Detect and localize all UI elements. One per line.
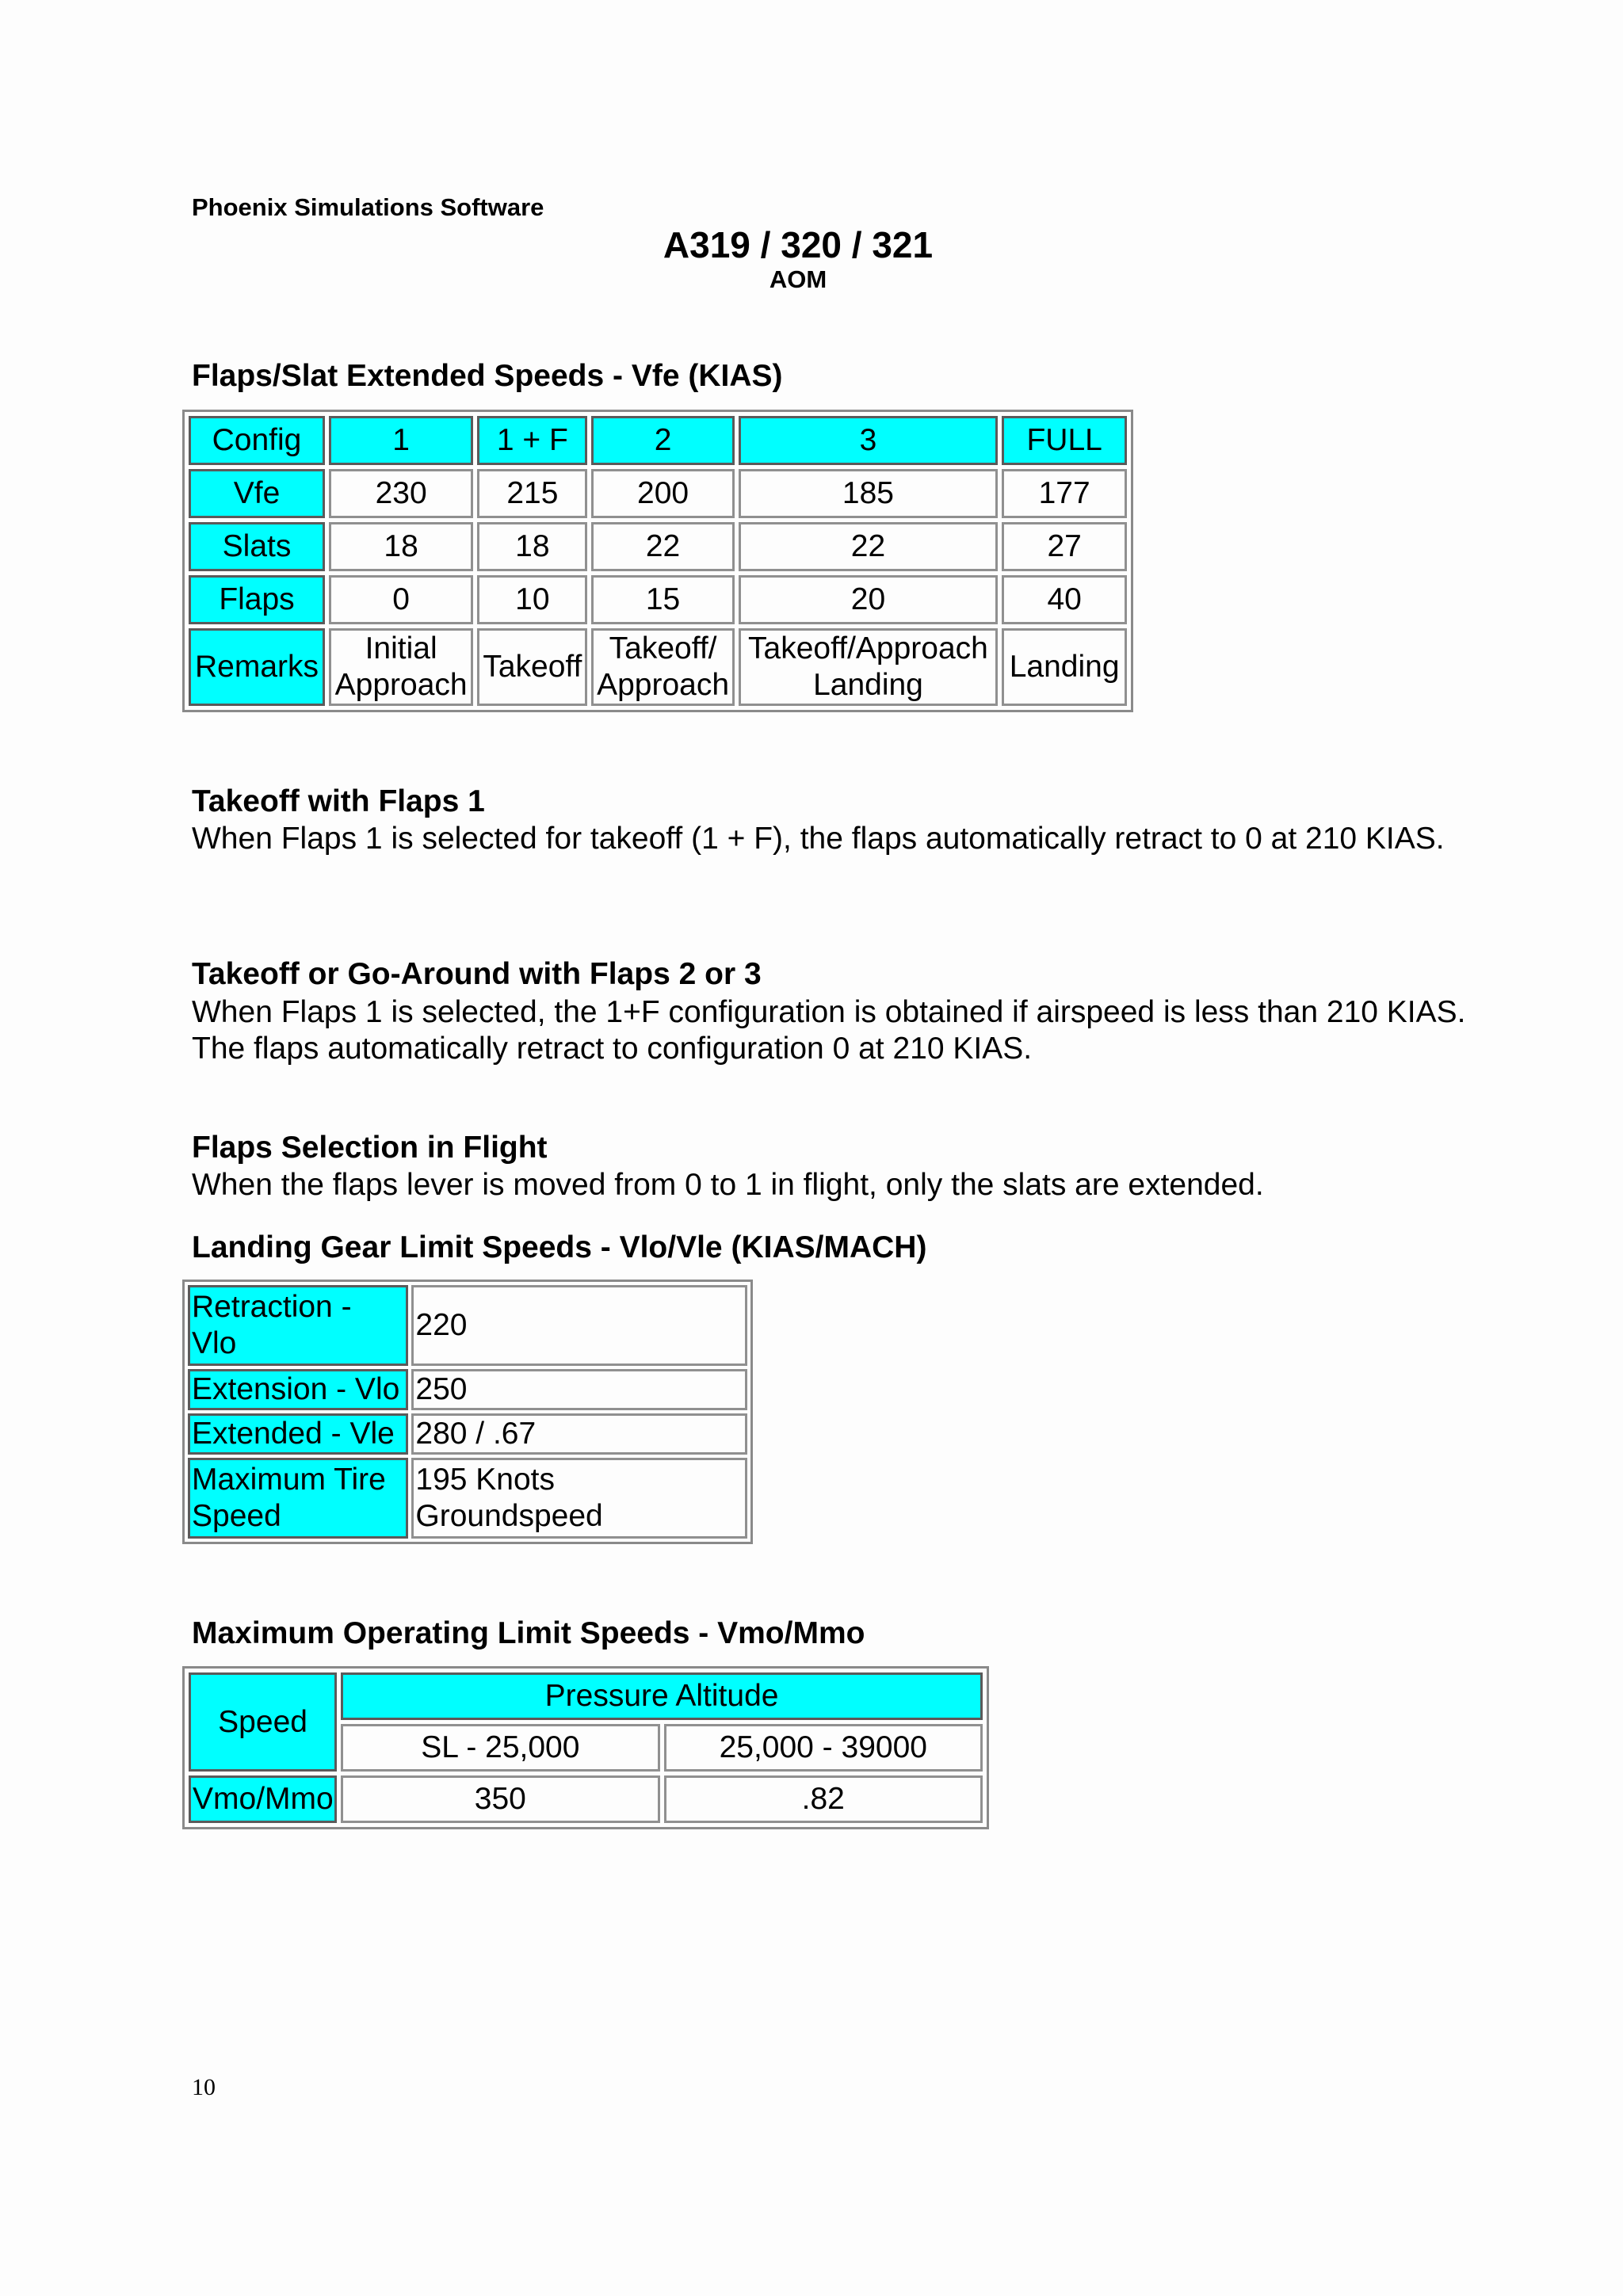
value-line: 250 — [415, 1372, 468, 1406]
remark-line: Approach — [334, 668, 468, 702]
table-cell: 22 — [739, 522, 999, 571]
gear-label — [188, 1458, 408, 1539]
remark-line: Initial — [365, 631, 437, 666]
table-cell: 22 — [591, 522, 734, 571]
value-line: 280 / .67 — [415, 1417, 537, 1451]
table-row — [189, 1672, 983, 1720]
label-line: Maximum Tire — [192, 1463, 386, 1497]
label-line: Retraction - — [192, 1290, 352, 1324]
gear-value — [411, 1369, 747, 1410]
speed-header: Speed — [189, 1672, 337, 1772]
vfe-col-header: 1 + F — [477, 416, 587, 465]
company-name: Phoenix Simulations Software — [192, 193, 544, 221]
table-cell: 20 — [739, 575, 999, 624]
label-line: Speed — [192, 1499, 281, 1533]
remark-cell — [477, 628, 587, 706]
gear-heading: Landing Gear Limit Speeds - Vlo/Vle (KIAS/MACH) — [192, 1230, 927, 1264]
remark-cell — [329, 628, 473, 706]
remark-line: Takeoff — [483, 650, 582, 684]
pressure-altitude-header: Pressure Altitude — [341, 1672, 983, 1720]
vfe-row-slats — [189, 522, 1127, 571]
remark-line: Takeoff/Approach — [748, 631, 988, 666]
table-cell: .82 — [664, 1775, 983, 1823]
table-cell: 15 — [591, 575, 734, 624]
section-heading: Takeoff or Go-Around with Flaps 2 or 3 — [192, 957, 762, 991]
row-label: Slats — [189, 522, 325, 571]
vfe-table — [182, 410, 1133, 712]
table-row — [188, 1413, 747, 1455]
document-title: A319 / 320 / 321 — [663, 224, 934, 265]
section-text: When Flaps 1 is selected, the 1+F configuration is obtained if airspeed is less than 210 KIAS. The flaps automatically retract to configuration 0 at 210 KIAS. — [192, 995, 1466, 1066]
table-cell: 230 — [329, 469, 473, 518]
table-cell: 0 — [329, 575, 473, 624]
section-text: When Flaps 1 is selected for takeoff (1 + F), the flaps automatically retract to 0 at 210 KIAS. — [192, 822, 1445, 856]
row-label: Vfe — [189, 469, 325, 518]
vmo-table — [182, 1666, 989, 1829]
vfe-heading: Flaps/Slat Extended Speeds - Vfe (KIAS) — [192, 359, 783, 393]
row-label: Flaps — [189, 575, 325, 624]
remark-line: Landing — [1009, 650, 1120, 684]
vfe-row-flaps — [189, 575, 1127, 624]
table-cell: 18 — [477, 522, 587, 571]
remark-cell — [739, 628, 999, 706]
table-cell: 10 — [477, 575, 587, 624]
gear-label — [188, 1369, 408, 1410]
vfe-config-header: Config — [189, 416, 325, 465]
value-line: 220 — [415, 1308, 468, 1342]
value-line: Groundspeed — [415, 1499, 603, 1533]
gear-value — [411, 1285, 747, 1366]
gear-table — [182, 1280, 753, 1544]
vfe-col-header: 1 — [329, 416, 473, 465]
document-subtitle: AOM — [769, 265, 827, 293]
section-text: When the flaps lever is moved from 0 to 1 in flight, only the slats are extended. — [192, 1168, 1264, 1202]
section-heading: Takeoff with Flaps 1 — [192, 784, 485, 818]
remark-cell — [1002, 628, 1127, 706]
vfe-row-vfe — [189, 469, 1127, 518]
remark-line: Takeoff/ — [609, 631, 717, 666]
gear-label — [188, 1285, 408, 1366]
value-line: 195 Knots — [415, 1463, 556, 1497]
table-cell: 177 — [1002, 469, 1127, 518]
table-row — [189, 1775, 983, 1823]
row-label: Remarks — [189, 628, 325, 706]
remark-line: Landing — [813, 668, 923, 702]
table-row — [188, 1458, 747, 1539]
section-heading: Flaps Selection in Flight — [192, 1131, 548, 1165]
table-cell: 27 — [1002, 522, 1127, 571]
gear-value — [411, 1458, 747, 1539]
gear-label — [188, 1413, 408, 1455]
page-number: 10 — [192, 2074, 216, 2100]
table-cell: 185 — [739, 469, 999, 518]
vfe-col-header: 3 — [739, 416, 999, 465]
gear-value — [411, 1413, 747, 1455]
table-cell: 350 — [341, 1775, 659, 1823]
vfe-col-header: FULL — [1002, 416, 1127, 465]
vfe-header-row — [189, 416, 1127, 465]
table-row — [188, 1369, 747, 1410]
altitude-column-header: SL - 25,000 — [341, 1724, 659, 1772]
remark-cell — [591, 628, 734, 706]
table-row — [188, 1285, 747, 1366]
table-cell: 18 — [329, 522, 473, 571]
remark-line: Approach — [597, 668, 730, 702]
label-line: Extended - Vle — [192, 1417, 395, 1451]
altitude-column-header: 25,000 - 39000 — [664, 1724, 983, 1772]
table-cell: 40 — [1002, 575, 1127, 624]
label-line: Extension - Vlo — [192, 1372, 400, 1406]
row-label: Vmo/Mmo — [189, 1775, 337, 1823]
table-cell: 215 — [477, 469, 587, 518]
vfe-col-header: 2 — [591, 416, 734, 465]
label-line: Vlo — [192, 1326, 237, 1360]
vmo-heading: Maximum Operating Limit Speeds - Vmo/Mmo — [192, 1616, 865, 1650]
vfe-row-remarks — [189, 628, 1127, 706]
table-cell: 200 — [591, 469, 734, 518]
